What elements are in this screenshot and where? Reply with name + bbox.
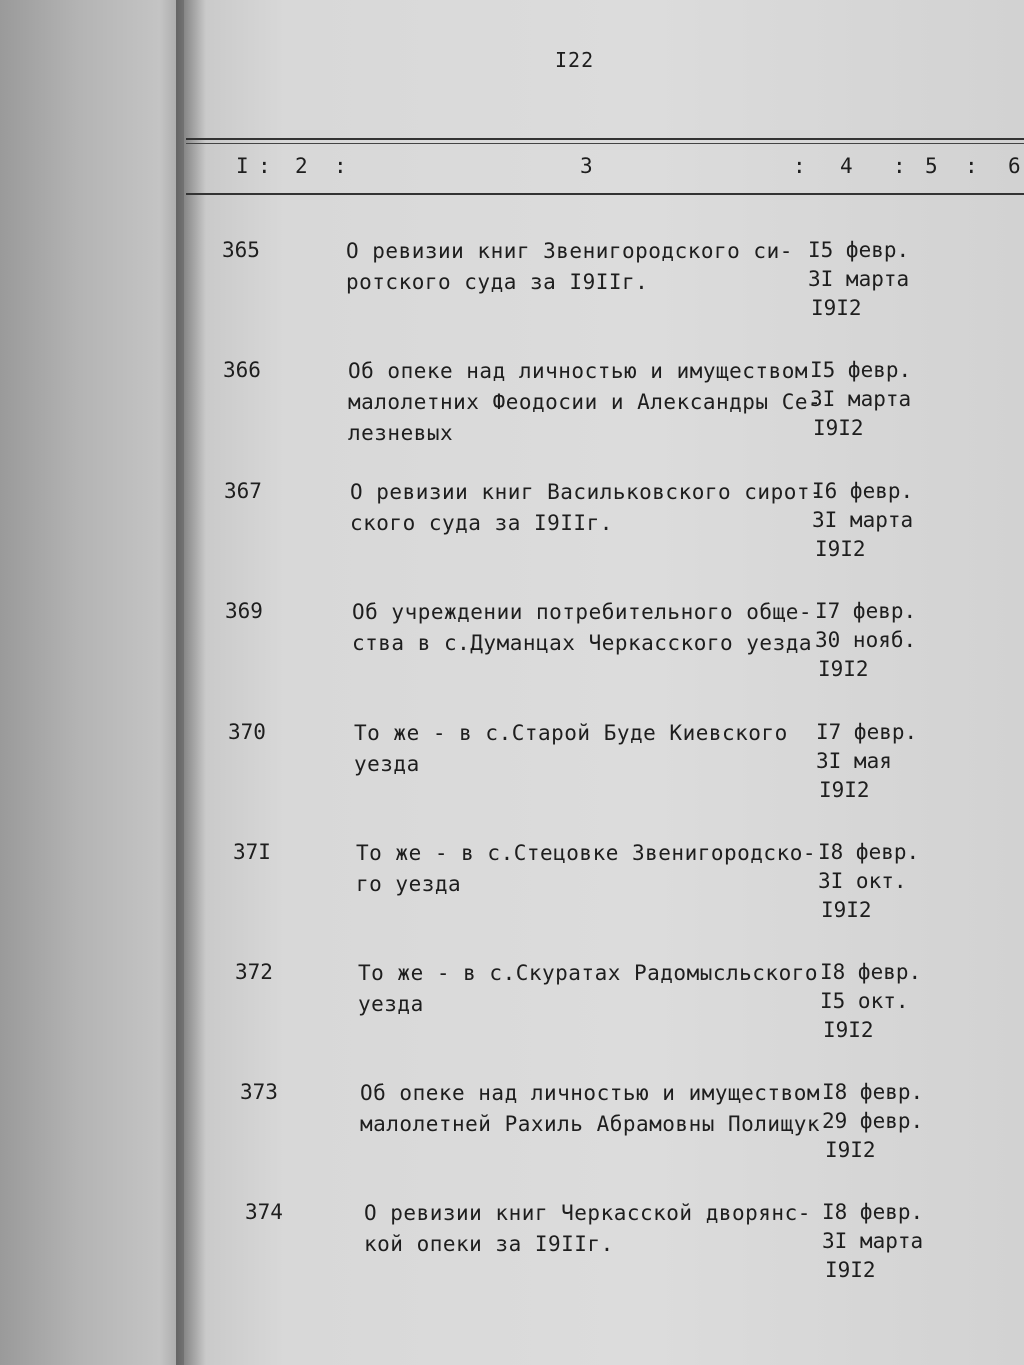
header-rule-bottom <box>186 193 1024 195</box>
end-date: 3I мая <box>816 749 892 773</box>
column-header-5: : <box>793 154 806 178</box>
end-date: 29 февр. <box>822 1109 924 1133</box>
start-date: I7 февр. <box>815 599 917 623</box>
end-date: 30 нояб. <box>815 628 917 652</box>
year: I9I2 <box>819 778 870 802</box>
entry-title <box>360 1078 820 1140</box>
column-header-3: : <box>334 154 347 178</box>
start-date: I8 февр. <box>818 840 920 864</box>
column-header-10: 6 <box>1008 154 1021 178</box>
entry-number: 373 <box>240 1080 278 1104</box>
end-date: 3I марта <box>808 267 910 291</box>
entry-dates <box>810 356 911 443</box>
year: I9I2 <box>818 657 869 681</box>
entry-dates <box>812 477 913 564</box>
entry-number: 366 <box>223 358 261 382</box>
entry-title-line: То же - в с.Скуратах Радомысльского <box>358 961 819 985</box>
page-number: I22 <box>555 48 595 72</box>
entry-title-line: лезневых <box>348 421 454 445</box>
entry-title-line: Об учреждении потребительного обще- <box>352 600 813 624</box>
end-date: 3I окт. <box>818 869 907 893</box>
entry-title-line: малолетней Рахиль Абрамовны Полищук <box>360 1112 821 1136</box>
left-page <box>0 0 200 1365</box>
year: I9I2 <box>815 537 866 561</box>
book-gutter <box>176 0 206 1365</box>
column-header-1: : <box>258 154 271 178</box>
year: I9I2 <box>811 296 862 320</box>
entry-number: 372 <box>235 960 273 984</box>
column-header-4: 3 <box>580 154 593 178</box>
entry-title-line: малолетних Феодосии и Александры Се- <box>348 390 822 414</box>
end-date: 3I марта <box>822 1229 924 1253</box>
entry-title <box>358 958 818 1020</box>
year: I9I2 <box>825 1138 876 1162</box>
column-header-7: : <box>893 154 906 178</box>
entry-title-line: ротского суда за I9IIг. <box>346 270 649 294</box>
end-date: 3I марта <box>810 387 912 411</box>
entry-dates <box>815 597 916 684</box>
entry-title-line: То же - в с.Старой Буде Киевского <box>354 721 788 745</box>
entry-number: 370 <box>228 720 266 744</box>
start-date: I6 февр. <box>812 479 914 503</box>
entry-title <box>356 838 816 900</box>
entry-title-line: ского суда за I9IIг. <box>350 511 613 535</box>
end-date: 3I марта <box>812 508 914 532</box>
start-date: I8 февр. <box>822 1200 924 1224</box>
column-header-2: 2 <box>295 154 308 178</box>
entry-title <box>364 1198 811 1260</box>
entry-title <box>348 356 821 449</box>
entry-title <box>350 477 823 539</box>
entry-title <box>346 236 793 298</box>
start-date: I8 февр. <box>820 960 922 984</box>
entry-number: 365 <box>222 238 260 262</box>
year: I9I2 <box>825 1258 876 1282</box>
header-rule-top <box>186 138 1024 140</box>
end-date: I5 окт. <box>820 989 909 1013</box>
column-header-9: : <box>965 154 978 178</box>
entry-title-line: ства в с.Думанцах Черкасского уезда <box>352 631 813 655</box>
entry-title-line: кой опеки за I9IIг. <box>364 1232 614 1256</box>
column-header-8: 5 <box>925 154 938 178</box>
entry-dates <box>816 718 917 805</box>
column-header-0: I <box>236 154 249 178</box>
year: I9I2 <box>821 898 872 922</box>
entry-title-line: Об опеке над личностью и имуществом <box>348 359 809 383</box>
entry-number: 37I <box>233 840 271 864</box>
entry-number: 369 <box>225 599 263 623</box>
year: I9I2 <box>823 1018 874 1042</box>
year: I9I2 <box>813 416 864 440</box>
entry-dates <box>822 1198 923 1285</box>
entry-title-line: О ревизии книг Васильковского сирот- <box>350 480 824 504</box>
entry-title-line: О ревизии книг Черкасской дворянс- <box>364 1201 811 1225</box>
column-header-6: 4 <box>840 154 853 178</box>
entry-number: 367 <box>224 479 262 503</box>
start-date: I5 февр. <box>810 358 912 382</box>
entry-title <box>352 597 812 659</box>
start-date: I5 февр. <box>808 238 910 262</box>
entry-dates <box>820 958 921 1045</box>
start-date: I8 февр. <box>822 1080 924 1104</box>
entry-dates <box>818 838 919 925</box>
header-rule-top-2 <box>186 143 1024 144</box>
entry-dates <box>822 1078 923 1165</box>
entry-title-line: О ревизии книг Звенигородского си- <box>346 239 793 263</box>
entry-number: 374 <box>245 1200 283 1224</box>
entry-title-line: го уезда <box>356 872 462 896</box>
entry-title-line: То же - в с.Стецовке Звенигородско- <box>356 841 817 865</box>
entry-dates <box>808 236 909 323</box>
entry-title-line: уезда <box>358 992 424 1016</box>
start-date: I7 февр. <box>816 720 918 744</box>
entry-title-line: Об опеке над личностью и имуществом <box>360 1081 821 1105</box>
entry-title <box>354 718 788 780</box>
entry-title-line: уезда <box>354 752 420 776</box>
